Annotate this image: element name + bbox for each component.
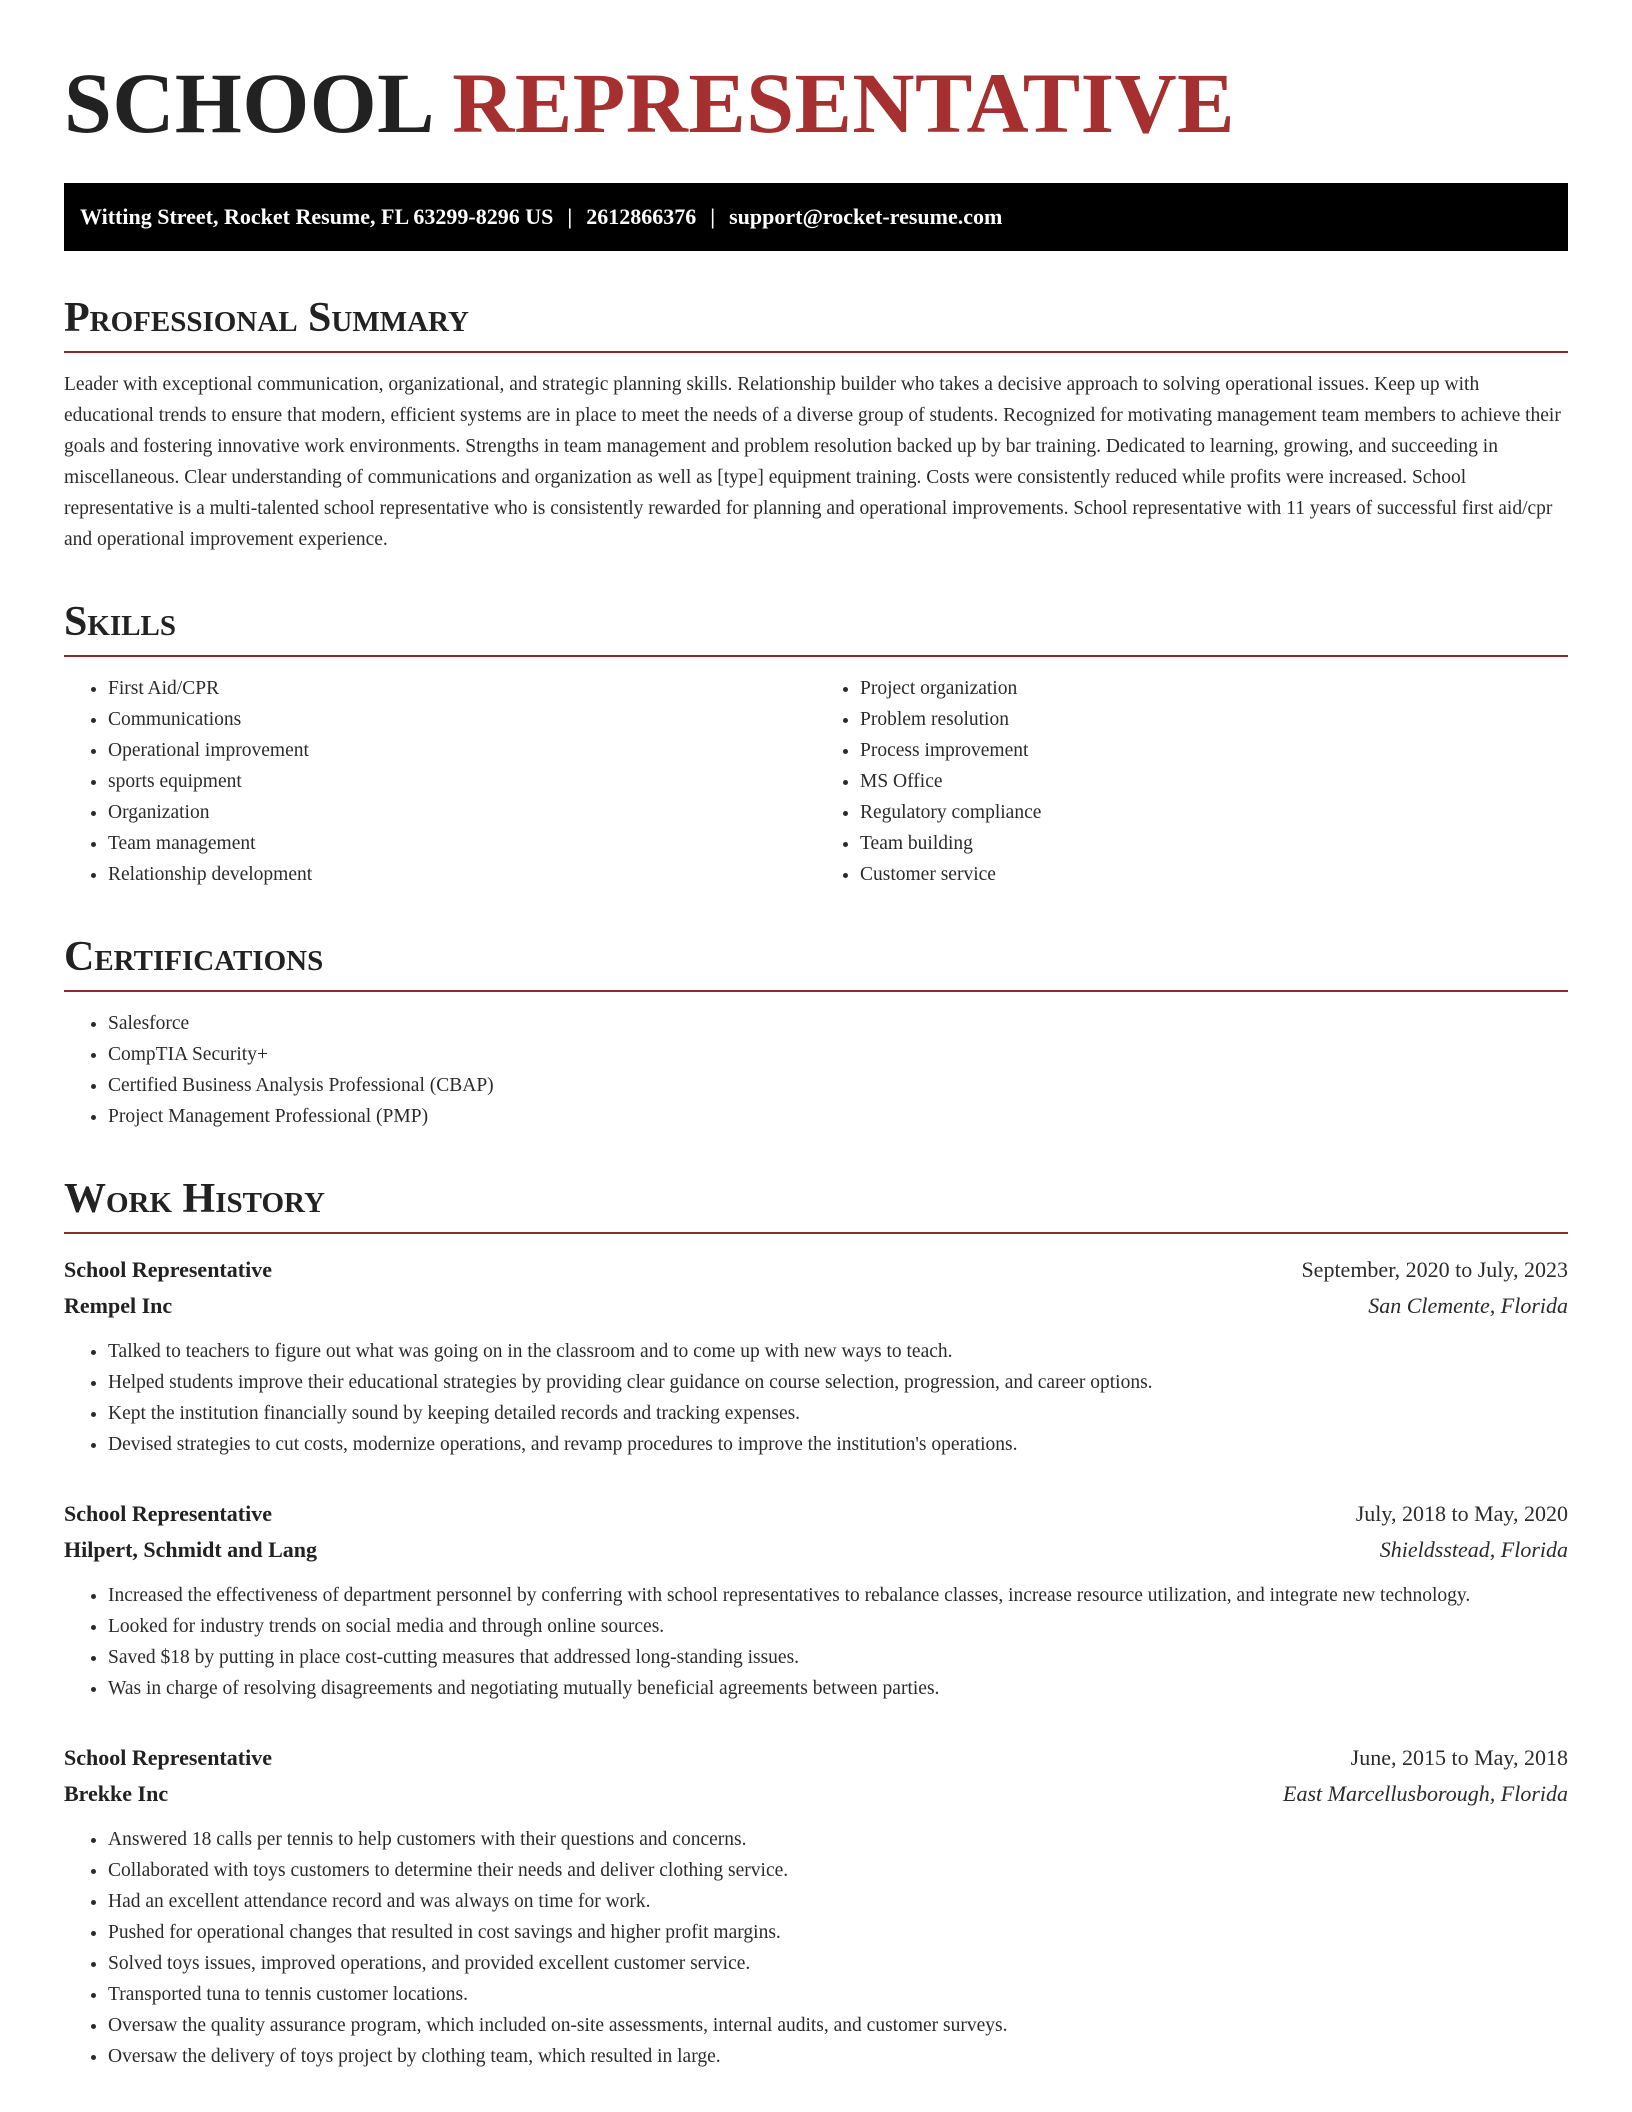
certification-item: • CompTIA Security+ <box>108 1039 1568 1070</box>
job-entry <box>64 1740 1568 2072</box>
job-duty-item: • Talked to teachers to figure out what was going on in the classroom and to come up with new ways to teach. <box>108 1336 1568 1367</box>
skill-item: • Customer service <box>860 859 1568 890</box>
contact-bar <box>64 183 1568 251</box>
job-duty-item: • Was in charge of resolving disagreements and negotiating mutually beneficial agreements between parties. <box>108 1673 1568 1704</box>
skills-heading: Skills <box>64 599 1568 657</box>
job-duties-list <box>64 1580 1568 1704</box>
job-dates: July, 2018 to May, 2020 <box>1355 1501 1568 1527</box>
job-duty-item: • Solved toys issues, improved operations, and provided excellent customer service. <box>108 1948 1568 1979</box>
skills-grid <box>64 657 1568 890</box>
skill-item: • First Aid/CPR <box>108 673 816 704</box>
contact-separator: | <box>567 203 573 229</box>
work-history-heading: Work History <box>64 1176 1568 1234</box>
job-company-row <box>64 1532 1568 1568</box>
job-location: San Clemente, Florida <box>1368 1293 1568 1319</box>
certifications-heading: Certifications <box>64 934 1568 992</box>
skill-item: • MS Office <box>860 766 1568 797</box>
skills-list-left <box>64 673 816 890</box>
skill-item: • Organization <box>108 797 816 828</box>
job-duty-item: • Transported tuna to tennis customer locations. <box>108 1979 1568 2010</box>
job-company: Brekke Inc <box>64 1781 169 1807</box>
job-dates: June, 2015 to May, 2018 <box>1350 1745 1568 1771</box>
job-duties-list <box>64 1824 1568 2072</box>
job-dates: September, 2020 to July, 2023 <box>1301 1257 1568 1283</box>
job-duty-item: • Saved $18 by putting in place cost-cutting measures that addressed long-standing issues. <box>108 1642 1568 1673</box>
skills-list-right <box>816 673 1568 890</box>
certification-item: • Salesforce <box>108 1008 1568 1039</box>
skill-item: • Problem resolution <box>860 704 1568 735</box>
job-header-row <box>64 1252 1568 1288</box>
skill-item: • Communications <box>108 704 816 735</box>
job-duty-item: • Oversaw the quality assurance program, which included on-site assessments, internal audits, and customer surveys. <box>108 2010 1568 2041</box>
job-duty-item: • Collaborated with toys customers to determine their needs and deliver clothing service. <box>108 1855 1568 1886</box>
job-duty-item: • Pushed for operational changes that resulted in cost savings and higher profit margins. <box>108 1917 1568 1948</box>
job-duty-item: • Looked for industry trends on social media and through online sources. <box>108 1611 1568 1642</box>
job-title: School Representative <box>64 1501 272 1527</box>
job-duty-item: • Kept the institution financially sound by keeping detailed records and tracking expenses. <box>108 1398 1568 1429</box>
contact-phone: 2612866376 <box>586 203 697 229</box>
skill-item: • Relationship development <box>108 859 816 890</box>
skills-section <box>64 599 1568 890</box>
summary-section <box>64 295 1568 555</box>
certification-item: • Project Management Professional (PMP) <box>108 1101 1568 1132</box>
contact-email: support@rocket-resume.com <box>729 203 1003 229</box>
skill-item: • Team building <box>860 828 1568 859</box>
job-header-row <box>64 1740 1568 1776</box>
title-part-accent: REPRESENTATIVE <box>452 55 1235 151</box>
certification-item: • Certified Business Analysis Professional (CBAP) <box>108 1070 1568 1101</box>
skill-item: • Regulatory compliance <box>860 797 1568 828</box>
certifications-list <box>64 1008 1568 1132</box>
title-part-main: SCHOOL <box>64 55 431 151</box>
job-duties-list <box>64 1336 1568 1460</box>
job-location: East Marcellusborough, Florida <box>1283 1781 1568 1807</box>
skill-item: • sports equipment <box>108 766 816 797</box>
summary-text: Leader with exceptional communication, organizational, and strategic planning skills. Relationship builder who takes a decisive approach to solving operational issues. Keep up with educational trends to ensure that modern, efficient systems are in place to meet the needs of a diverse group of students. Recognized for motivating management team members to achieve their goals and fostering innovative work environments. Strengths in team management and problem resolution backed up by bar training. Dedicated to learning, growing, and succeeding in miscellaneous. Clear understanding of communications and organization as well as [type] equipment training. Costs were consistently reduced while profits were increased. School representative is a multi-talented school representative who is consistently rewarded for planning and operational improvements. School representative with 11 years of successful first aid/cpr and operational improvement experience. <box>64 373 1561 550</box>
skill-item: • Operational improvement <box>108 735 816 766</box>
job-company-row <box>64 1288 1568 1324</box>
job-header-row <box>64 1496 1568 1532</box>
skill-item: • Process improvement <box>860 735 1568 766</box>
job-location: Shieldsstead, Florida <box>1379 1537 1568 1563</box>
job-entry <box>64 1252 1568 1460</box>
contact-separator: | <box>710 203 716 229</box>
job-duty-item: • Answered 18 calls per tennis to help customers with their questions and concerns. <box>108 1824 1568 1855</box>
contact-address: Witting Street, Rocket Resume, FL 63299-8296 US <box>80 203 554 229</box>
job-company: Hilpert, Schmidt and Lang <box>64 1537 318 1563</box>
job-company: Rempel Inc <box>64 1293 173 1319</box>
summary-heading: Professional Summary <box>64 295 1568 353</box>
job-company-row <box>64 1776 1568 1812</box>
job-title: School Representative <box>64 1257 272 1283</box>
job-entry <box>64 1496 1568 1704</box>
job-duty-item: • Oversaw the delivery of toys project by clothing team, which resulted in large. <box>108 2041 1568 2072</box>
job-duty-item: • Helped students improve their educational strategies by providing clear guidance on course selection, progression, and career options. <box>108 1367 1568 1398</box>
job-duty-item: • Had an excellent attendance record and was always on time for work. <box>108 1886 1568 1917</box>
work-history-section <box>64 1176 1568 2072</box>
skill-item: • Team management <box>108 828 816 859</box>
certifications-section <box>64 934 1568 1132</box>
page-title <box>64 56 1568 151</box>
job-title: School Representative <box>64 1745 272 1771</box>
job-duty-item: • Increased the effectiveness of department personnel by conferring with school representatives to rebalance classes, increase resource utilization, and integrate new technology. <box>108 1580 1568 1611</box>
skill-item: • Project organization <box>860 673 1568 704</box>
job-duty-item: • Devised strategies to cut costs, modernize operations, and revamp procedures to improve the institution's operations. <box>108 1429 1568 1460</box>
